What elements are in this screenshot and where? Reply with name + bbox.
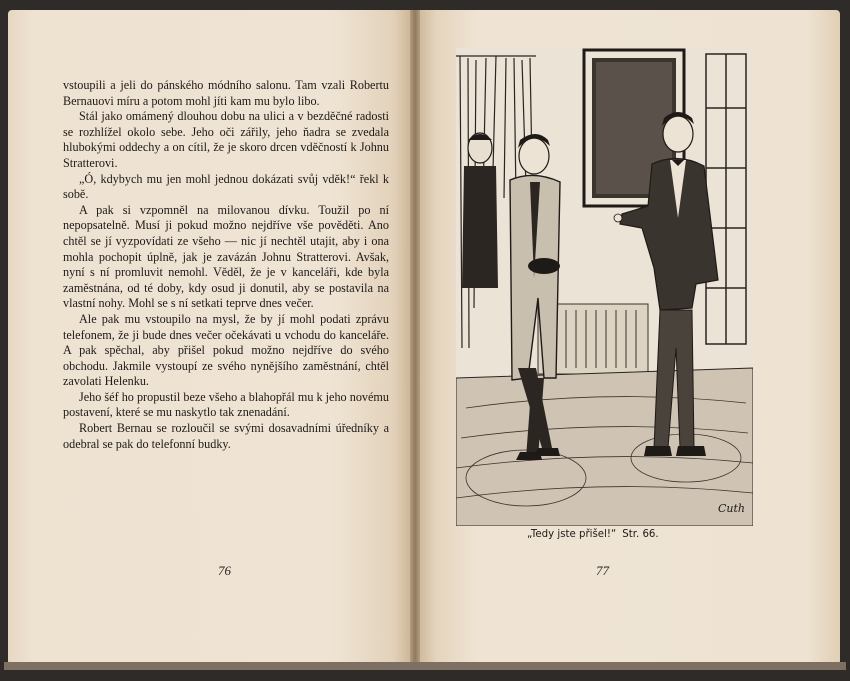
- right-page-number: 77: [596, 563, 609, 578]
- caption-page-ref: Str. 66.: [622, 529, 659, 540]
- book-bottom-edge: [4, 662, 846, 670]
- rug-drawing: [456, 368, 753, 526]
- artist-signature: Cuth: [718, 502, 746, 515]
- paragraph: Jeho šéf ho propustil beze všeho a blahopřál mu k jeho novému postavení, které se mu naskytlo tak znenadání.: [63, 389, 389, 420]
- paragraph: Stál jako omámený dlouhou dobu na ulici a v bezděčné radosti se rozhlížel okolo sebe. Jeho oči zářily, jeho ňadra se zvedala hlubokými oddechy a on cítil, že je skoro drcen vděčností k Johnu Stratterovi.: [63, 109, 389, 170]
- illustration-two-men-in-room: [456, 48, 753, 526]
- caption-quote: „Tedy jste přišel!“: [527, 529, 617, 540]
- paragraph: „Ó, kdybych mu jen mohl jednou dokázati svůj vděk!“ řekl k sobě.: [63, 171, 389, 202]
- left-page-text: [63, 78, 389, 452]
- paragraph: vstoupili a jeli do pánského módního salonu. Tam vzali Robertu Bernauovi míru a potom mohl jíti kam mu bylo libo.: [63, 78, 389, 108]
- left-page-number: 76: [218, 563, 231, 578]
- paragraph: Robert Bernau se rozloučil se svými dosavadními úředníky a odebral se pak do telefonní budky.: [63, 421, 389, 451]
- illustration-caption: [527, 529, 687, 540]
- paragraph: A pak si vzpomněl na milovanou dívku. Toužil po ní nepopsatelně. Musí ji pokud možno nejdříve vše pověděti. Ano chtěl se jí vyzpovídati ze všeho — nic jí nechtěl utajit, aby i ona mohla pochopit úplně, jak je zavázán Johnu Stratterovi. Avšak, nyní s ní promluvit nemohl. Věděl, že je v kanceláři, kde byla zaměstnána, od té doby, kdy osud ji donutil, aby se postavila na vlastní nohy. Mohl se s ní setkati teprve dnes večer.: [63, 202, 389, 311]
- paragraph: Ale pak mu vstoupilo na mysl, že by jí mohl podati zprávu telefonem, že ji bude dnes večer očekávati u vchodu do kanceláře. A pak spěchal, aby přišel pokud možno nejdříve do svého obchodu. Jakmile vystoupí ze svého nynějšího zaměstnání, chtěl zavolati Helenku.: [63, 311, 389, 389]
- book-gutter: [410, 10, 420, 665]
